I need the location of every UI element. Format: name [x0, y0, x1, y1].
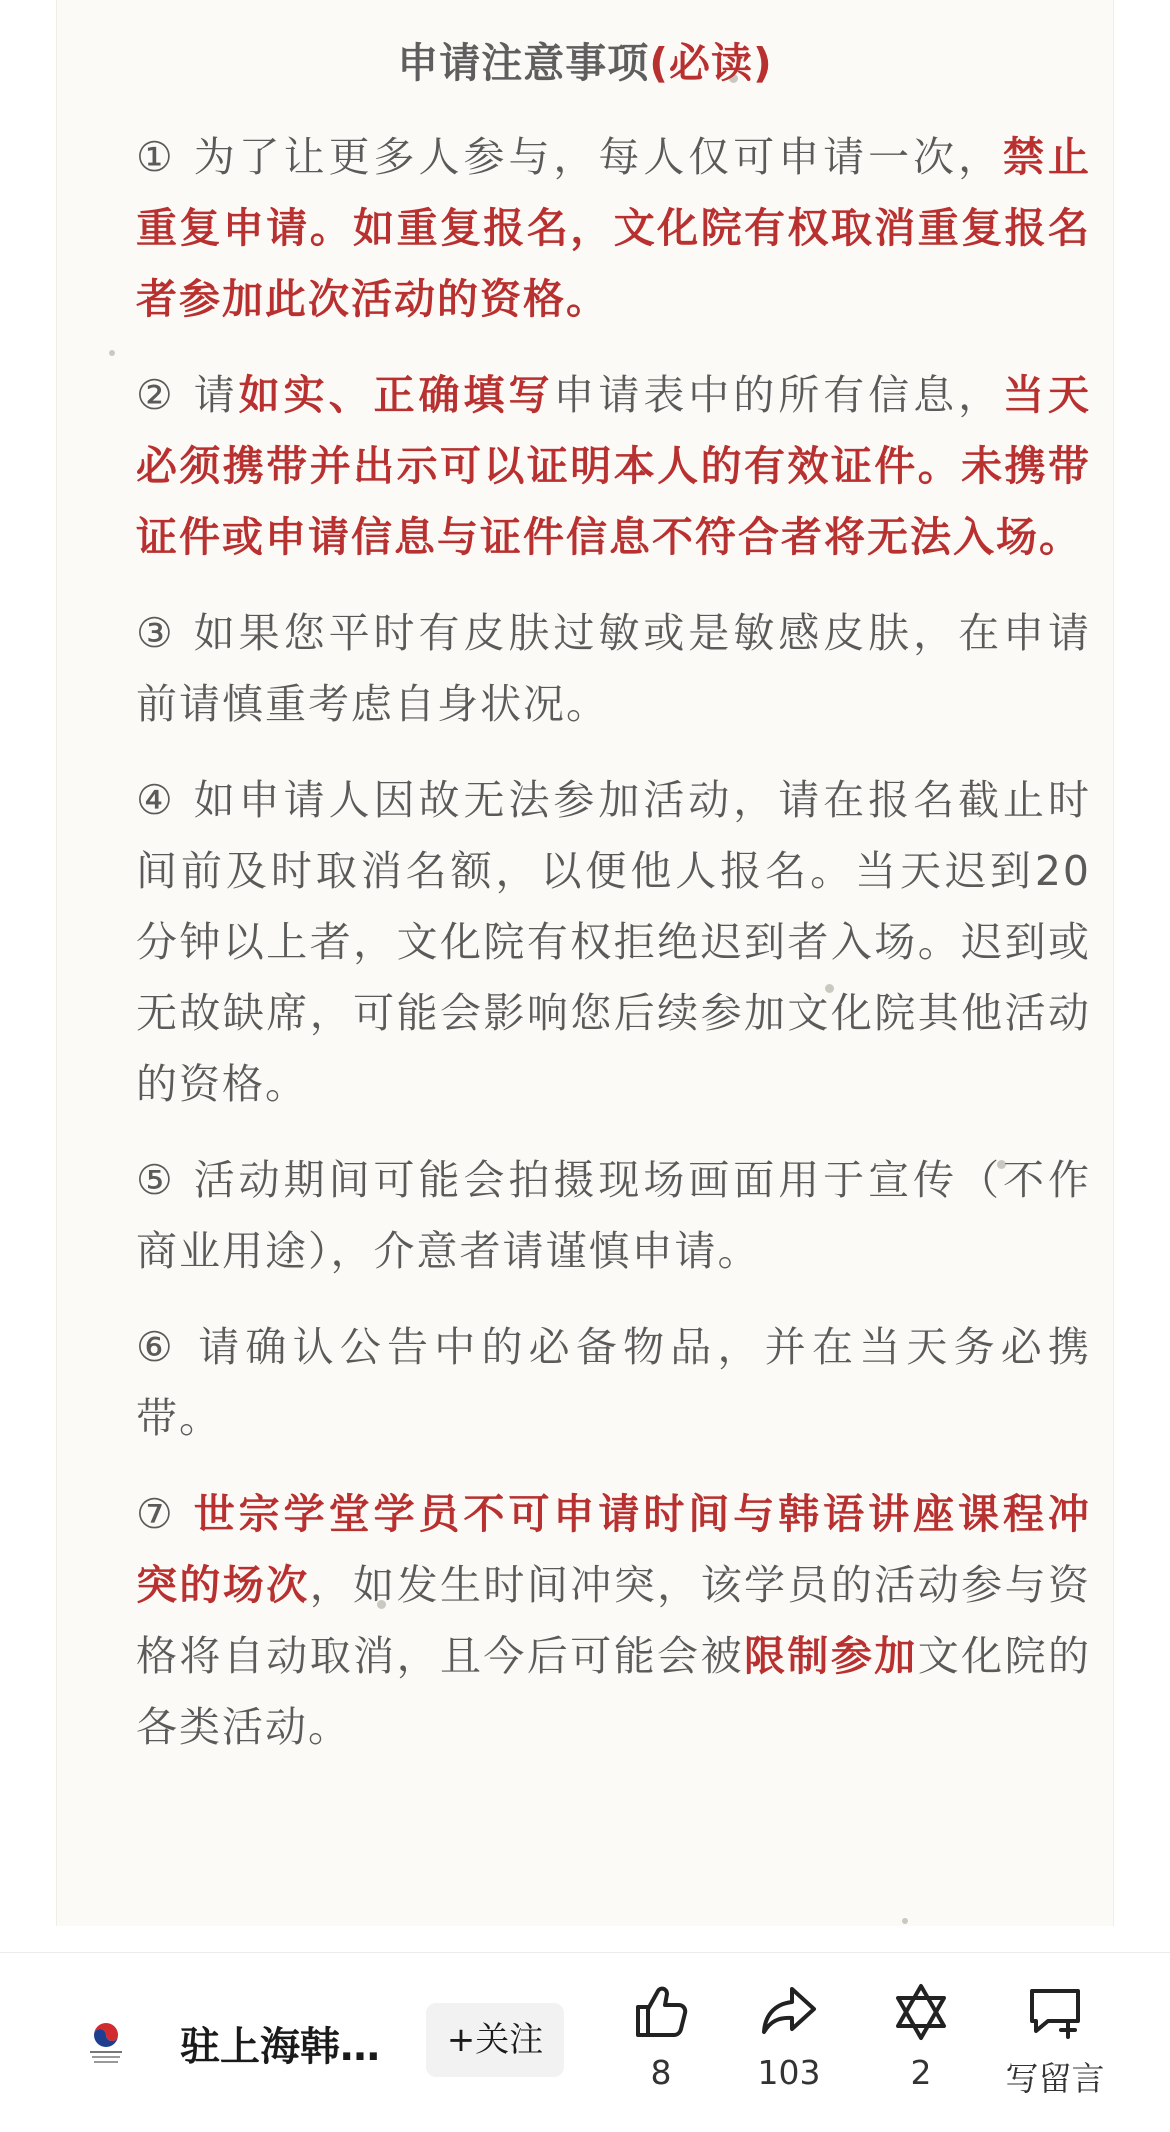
notice-item-list	[136, 122, 1091, 1788]
share-button[interactable]	[724, 1981, 854, 2111]
thumbs-up-icon	[630, 1981, 692, 2043]
like-button[interactable]	[596, 1981, 726, 2111]
notice-highlight-text: 当天必须携带并出示可以证明本人的有效证件。未携带证件或申请信息与证件信息不符合者将无法入场。	[136, 371, 1092, 561]
notice-text: 文化院的各类活动。	[136, 1632, 1092, 1751]
notice-text: 活动期间可能会拍摄现场画面用于宣传（不作商业用途），介意者请谨慎申请。	[136, 1156, 1091, 1275]
recommend-count: 2	[910, 2053, 932, 2092]
notice-text: 为了让更多人参与，每人仅可申请一次，	[176, 133, 1004, 181]
notice-item-marker: ⑦	[136, 1490, 177, 1538]
taegeuk-logo-icon	[82, 2019, 130, 2067]
notice-text: 如果您平时有皮肤过敏或是敏感皮肤，在申请前请慎重考虑自身状况。	[136, 609, 1091, 728]
notice-title	[57, 30, 1113, 89]
notice-item-marker: ①	[136, 133, 177, 181]
share-count: 103	[757, 2053, 821, 2092]
notice-text: ，如发生时间冲突，该学员的活动参与资格将自动取消，且今后可能会被	[136, 1561, 1092, 1680]
notice-item-marker: ⑤	[136, 1156, 177, 1204]
notice-item	[136, 1312, 1091, 1454]
notice-item-marker: ④	[136, 776, 177, 824]
article-bottom-bar	[0, 1952, 1170, 2132]
notice-text	[177, 1490, 194, 1538]
paper-speck	[109, 350, 115, 356]
notice-card	[56, 0, 1114, 1926]
comment-plus-icon	[1024, 1981, 1086, 2043]
comment-label: 写留言	[1005, 2059, 1105, 2098]
star-of-david-icon	[890, 1981, 952, 2043]
notice-item	[136, 1479, 1091, 1763]
notice-item-marker: ③	[136, 609, 177, 657]
paper-speck	[902, 1918, 908, 1924]
notice-highlight-text: 如实、正确填写	[238, 371, 554, 419]
notice-text: 申请表中的所有信息，	[553, 371, 1004, 419]
notice-item	[136, 765, 1091, 1120]
notice-item	[136, 122, 1091, 335]
like-count: 8	[650, 2053, 672, 2092]
notice-text: 请确认公告中的必备物品，并在当天务必携带。	[136, 1323, 1091, 1442]
follow-button[interactable]: +关注	[426, 2003, 564, 2077]
notice-highlight-text: 世宗学堂学员不可申请时间与韩语讲座课程冲突的场次	[136, 1490, 1091, 1609]
recommend-button[interactable]	[856, 1981, 986, 2111]
share-arrow-icon	[758, 1981, 820, 2043]
notice-item	[136, 598, 1091, 740]
notice-text: 请	[176, 371, 239, 419]
notice-item	[136, 1145, 1091, 1287]
notice-item-marker: ②	[136, 371, 177, 419]
notice-title-text: 申请注意事项	[397, 39, 650, 87]
notice-highlight-text: 限制参加	[744, 1632, 918, 1680]
notice-item-marker: ⑥	[136, 1323, 179, 1371]
notice-text: 如申请人因故无法参加活动，请在报名截止时间前及时取消名额，以便他人报名。当天迟到20分钟以上者，文化院有权拒绝迟到者入场。迟到或无故缺席，可能会影响您后续参加文化院其他活动的资格。	[136, 776, 1091, 1108]
notice-item	[136, 360, 1091, 573]
account-avatar[interactable]	[82, 2019, 130, 2067]
notice-title-highlight: (必读)	[649, 39, 773, 87]
comment-button[interactable]	[990, 1981, 1120, 2111]
notice-highlight-text: 禁止重复申请。如重复报名，文化院有权取消重复报名者参加此次活动的资格。	[136, 133, 1091, 323]
account-name[interactable]: 驻上海韩…	[180, 2024, 380, 2070]
